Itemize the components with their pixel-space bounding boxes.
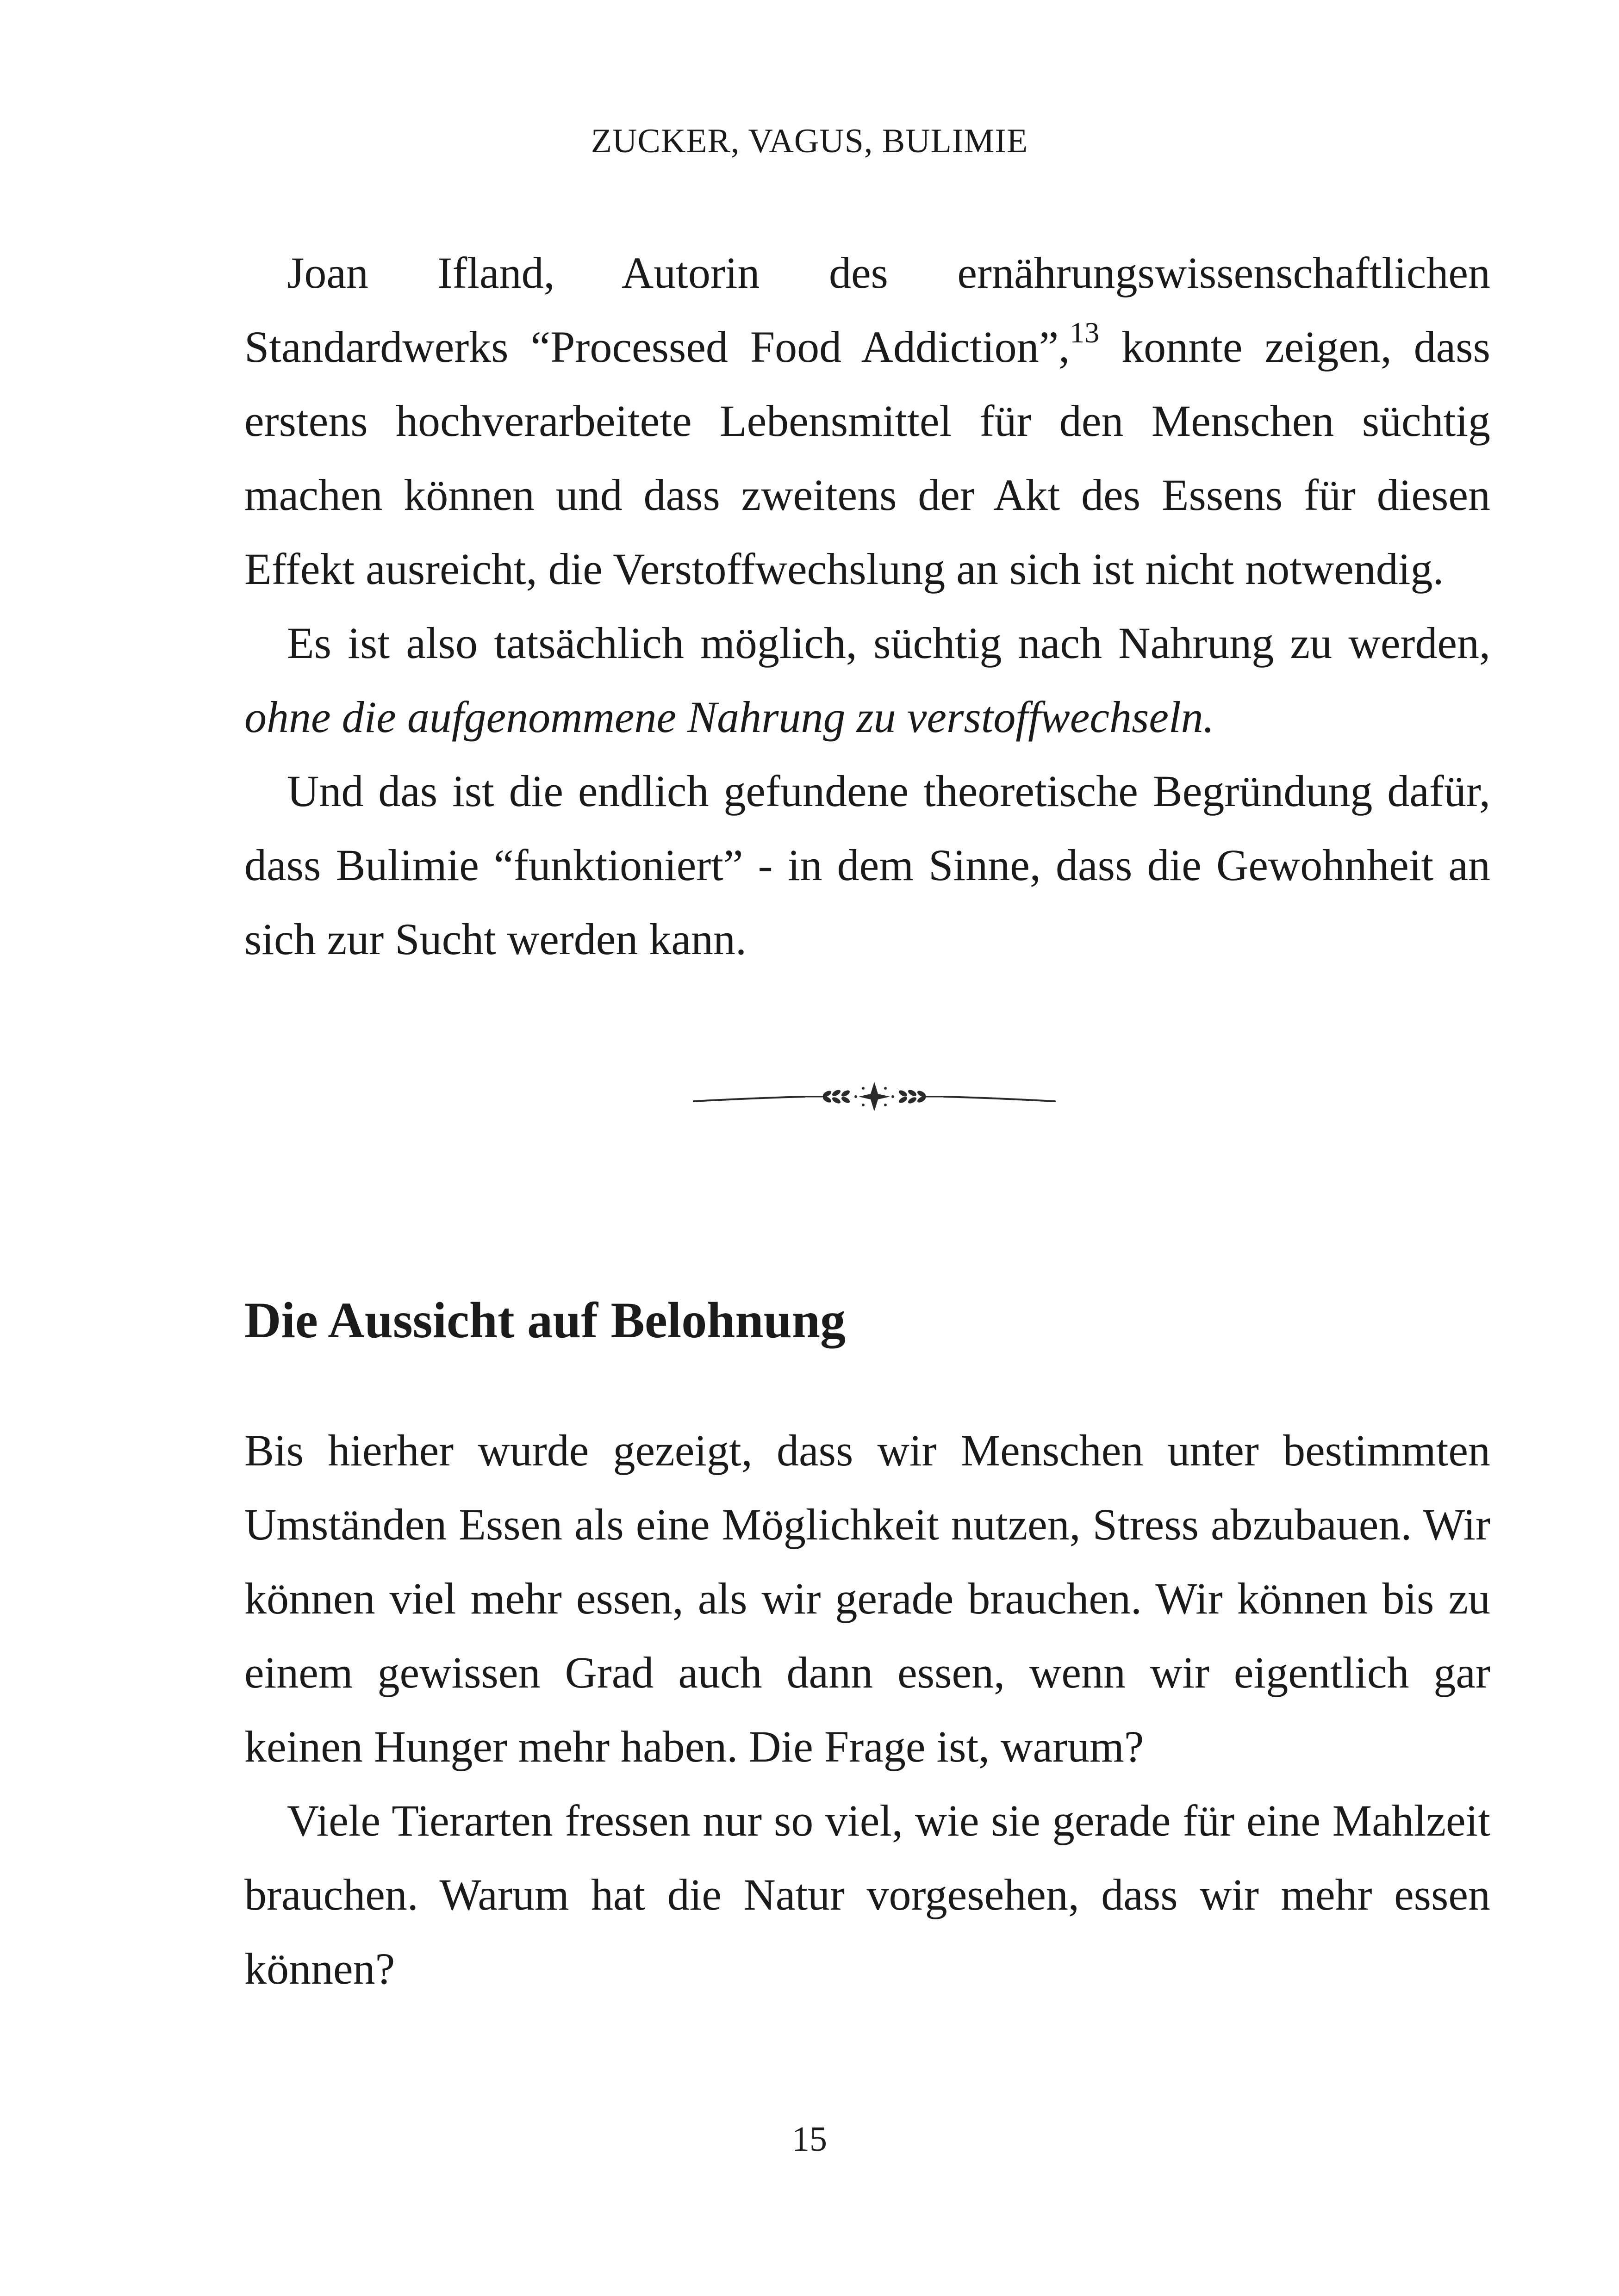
body-text-top — [244, 236, 1490, 976]
paragraph-animals: Viele Tierarten fressen nur so viel, wie sie gerade für eine Mahlzeit brauchen. Warum hat die Natur vorgesehen, dass wir mehr essen können? — [244, 1796, 1490, 1993]
page-number: 15 — [792, 2120, 827, 2159]
footnote-marker[interactable]: 13 — [1070, 316, 1100, 349]
paragraph-text: Es ist also tatsächlich möglich, süchtig nach Nahrung zu werden, — [287, 618, 1490, 668]
section-heading: Die Aussicht auf Belohnung — [244, 1292, 846, 1348]
running-head: ZUCKER, VAGUS, BULIMIE — [591, 122, 1028, 160]
paragraph-addiction — [244, 606, 1490, 754]
paragraph-bulimia: Und das ist die endlich gefundene theoretische Begründung dafür, dass Bulimie “funktioniert” - in dem Sinne, dass die Gewohnheit an sich zur Sucht werden kann. — [244, 766, 1490, 964]
paragraph-text: Joan Ifland, Autorin des ernährungswissenschaftlichen Standardwerks “Processed Food Addiction”, — [244, 248, 1490, 372]
body-text-bottom — [244, 1414, 1490, 2006]
paragraph-stress: Bis hierher wurde gezeigt, dass wir Menschen unter bestimmten Umständen Essen als eine Möglichkeit nutzen, Stress abzubauen. Wir können viel mehr essen, als wir gerade brauchen. Wir können bis zu einem gewissen Grad auch dann essen, wenn wir eigentlich gar keinen Hunger mehr haben. Die Frage ist, warum? — [244, 1426, 1490, 1771]
paragraph-text: konnte zeigen, dass erstens hochverarbeitete Lebensmittel für den Menschen süchtig machen können und dass zweitens der Akt des Essens für diesen Effekt ausreicht, die Verstoffwechslung an sich ist nicht notwendig. — [244, 322, 1491, 594]
paragraph-ifland — [244, 236, 1490, 606]
emphasized-text: ohne die aufgenommene Nahrung zu verstoffwechseln. — [244, 692, 1214, 742]
ornamental-divider-icon — [685, 1060, 1064, 1111]
